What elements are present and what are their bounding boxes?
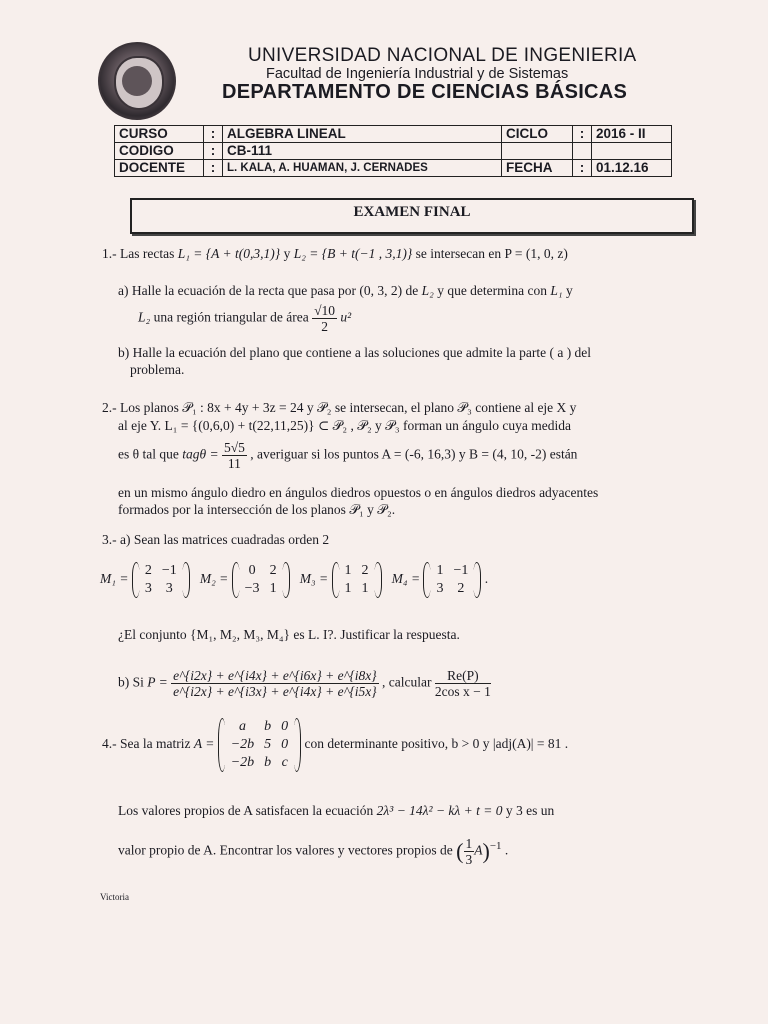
q4-matrix-line [102, 718, 568, 772]
p-numerator: e^{i2x} + e^{i4x} + e^{i6x} + e^{i8x} [173, 668, 377, 683]
m1-cell: 3 [144, 581, 152, 596]
calc-text: , calcular [382, 674, 432, 690]
q1a-line1 [118, 283, 573, 299]
q1-intersection: se intersecan en P = (1, 0, z) [415, 246, 568, 261]
a-cell: b [264, 755, 272, 770]
curso-label: CURSO [115, 126, 204, 143]
a-cell: 5 [264, 737, 272, 752]
q1-and: y [283, 246, 291, 261]
q1a-text: a) Halle la ecuación de la recta que pasa por (0, 3, 2) de [118, 283, 419, 298]
q3b-expression [118, 668, 491, 699]
p-label: P = [147, 674, 168, 690]
inverse-a: A [474, 842, 483, 858]
department-name: DEPARTAMENTO DE CIENCIAS BÁSICAS [222, 81, 628, 103]
q1a-and: y [565, 283, 573, 298]
matrix-m1 [132, 562, 190, 598]
m2-cell: −3 [244, 581, 260, 596]
a-cell: 0 [281, 719, 289, 734]
docente-value: L. KALA, A. HUAMAN, J. CERNADES [223, 160, 502, 177]
q1b-line2: problema. [130, 362, 185, 377]
q4-label: 4.- Sea la matriz [102, 736, 191, 752]
colon: : [204, 143, 223, 160]
q3-line1: 3.- a) Sean las matrices cuadradas orden 2 [102, 532, 330, 547]
colon: : [573, 126, 592, 143]
period: . [484, 571, 489, 587]
matrix-m2 [232, 562, 290, 598]
re-denominator: 2cos x − 1 [434, 684, 491, 699]
codigo-label: CODIGO [115, 143, 204, 160]
q1a-l2-b: L₂ [138, 309, 151, 325]
m4-cell: 1 [436, 563, 444, 578]
q2-line2: al eje Y. L₁ = {(0,6,0) + t(22,11,25)} ⊂ 𝒫₂ , 𝒫₂ y 𝒫₃ forman un ángulo cuya medida [118, 418, 571, 433]
tangent-fraction [222, 440, 247, 471]
m1-cell: 3 [165, 581, 173, 596]
q1a-area-text: una región triangular de área [153, 309, 309, 325]
m2-cell: 2 [269, 563, 277, 578]
m3-cell: 1 [344, 563, 352, 578]
m2-label: M₂ = [199, 571, 229, 587]
a-cell: c [281, 755, 288, 770]
university-name: UNIVERSIDAD NACIONAL DE INGENIERIA [248, 45, 637, 66]
paren-open: ( [456, 838, 464, 864]
matrix-m3 [332, 562, 382, 598]
a-cell: −2b [230, 737, 255, 752]
tangent-numerator: 5√5 [223, 440, 245, 455]
q1-intro: 1.- Las rectas [102, 246, 175, 261]
q3b-label: b) Si [118, 674, 144, 690]
m4-label: M₄ = [391, 571, 421, 587]
re-fraction [435, 668, 491, 699]
empty-cell [502, 143, 573, 160]
q1-line-l2: L₂ = {B + t(−1 , 3,1)} [293, 246, 413, 261]
q1a-l2: L₂ [421, 283, 434, 298]
a-label: A = [193, 736, 215, 752]
q1b-line1: b) Halle la ecuación del plano que contiene a las soluciones que admite la parte ( a ) del [118, 345, 592, 360]
q4-line3 [118, 836, 508, 867]
characteristic-equation: 2λ³ − 14λ² − kλ + t = 0 [376, 803, 503, 818]
a-cell: 0 [281, 737, 289, 752]
m1-cell: 2 [144, 563, 152, 578]
q4-find-text: valor propio de A. Encontrar los valores y vectores propios de [118, 842, 453, 858]
q2-line1: 2.- Los planos 𝒫₁ : 8x + 4y + 3z = 24 y 𝒫₂ se intersecan, el plano 𝒫₃ contiene al eje X y [102, 400, 577, 415]
area-fraction [312, 303, 337, 334]
fecha-label: FECHA [502, 160, 573, 177]
m1-cell: −1 [161, 563, 177, 578]
third-fraction [464, 836, 475, 867]
q2-line4: en un mismo ángulo diedro en ángulos diedros opuestos o en ángulos diedros adyacentes [118, 485, 599, 500]
q1a-text-b: y que determina con [437, 283, 548, 298]
q2-points-text: , averiguar si los puntos A = (-6, 16,3) y B = (4, 10, -2) están [250, 446, 578, 462]
course-info-table [114, 125, 672, 177]
m3-cell: 2 [361, 563, 369, 578]
a-cell: a [238, 719, 246, 734]
area-denominator: 2 [321, 319, 328, 334]
colon: : [204, 126, 223, 143]
m4-cell: 3 [436, 581, 444, 596]
area-numerator: √10 [314, 303, 336, 318]
codigo-value: CB-111 [223, 143, 502, 160]
q1a-l1: L₁ [550, 283, 563, 298]
q1-statement [102, 246, 568, 262]
a-cell: b [264, 719, 272, 734]
inverse-exponent: −1 [489, 840, 502, 853]
period: . [504, 842, 509, 858]
third-numerator: 1 [465, 836, 473, 851]
q3-matrices [100, 562, 488, 598]
fecha-value: 01.12.16 [592, 160, 672, 177]
ciclo-value: 2016 - II [592, 126, 672, 143]
m3-cell: 1 [361, 581, 369, 596]
matrix-m4 [423, 562, 481, 598]
university-seal-logo [98, 42, 176, 120]
colon: : [204, 160, 223, 177]
a-cell: −2b [230, 755, 255, 770]
q4-eigen-text: Los valores propios de A satisfacen la ecuación [118, 803, 374, 818]
q1a-line2 [138, 303, 351, 334]
re-numerator: Re(P) [435, 668, 491, 684]
tangent-denominator: 11 [227, 456, 241, 471]
m4-cell: −1 [453, 563, 469, 578]
curso-value: ALGEBRA LINEAL [223, 126, 502, 143]
q2-angle-text: es θ tal que [118, 446, 179, 462]
colon: : [573, 160, 592, 177]
q2-line5: formados por la intersección de los planos 𝒫₁ y 𝒫₂. [118, 502, 396, 517]
q1-line-l1: L₁ = {A + t(0,3,1)} [177, 246, 281, 261]
m1-label: M₁ = [100, 571, 129, 587]
q4-line2 [118, 803, 554, 819]
m2-cell: 0 [248, 563, 256, 578]
area-unit: u² [340, 309, 352, 325]
matrix-a [218, 718, 301, 772]
q4-eigen-text-b: y 3 es un [505, 803, 555, 818]
q4-condition: con determinante positivo, b > 0 y |adj(A)| = 81 . [304, 736, 569, 752]
p-denominator: e^{i2x} + e^{i3x} + e^{i4x} + e^{i5x} [173, 684, 377, 699]
q3-question: ¿El conjunto {M₁, M₂, M₃, M₄} es L. I?. Justificar la respuesta. [118, 627, 460, 642]
m3-label: M₃ = [299, 571, 329, 587]
docente-label: DOCENTE [115, 160, 204, 177]
q2-line3 [118, 440, 577, 471]
m3-cell: 1 [344, 581, 352, 596]
p-fraction [171, 668, 379, 699]
m4-cell: 2 [457, 581, 465, 596]
q2-tangent: tagθ = [182, 446, 219, 462]
exam-title: EXAMEN FINAL [353, 204, 471, 220]
third-denominator: 3 [465, 852, 473, 867]
faculty-name: Facultad de Ingeniería Industrial y de Sistemas [266, 66, 569, 82]
empty-cell [592, 143, 672, 160]
footer-note: Victoria [100, 892, 129, 902]
paren-close: ) [482, 838, 490, 864]
m2-cell: 1 [269, 581, 277, 596]
empty-cell [573, 143, 592, 160]
ciclo-label: CICLO [502, 126, 573, 143]
